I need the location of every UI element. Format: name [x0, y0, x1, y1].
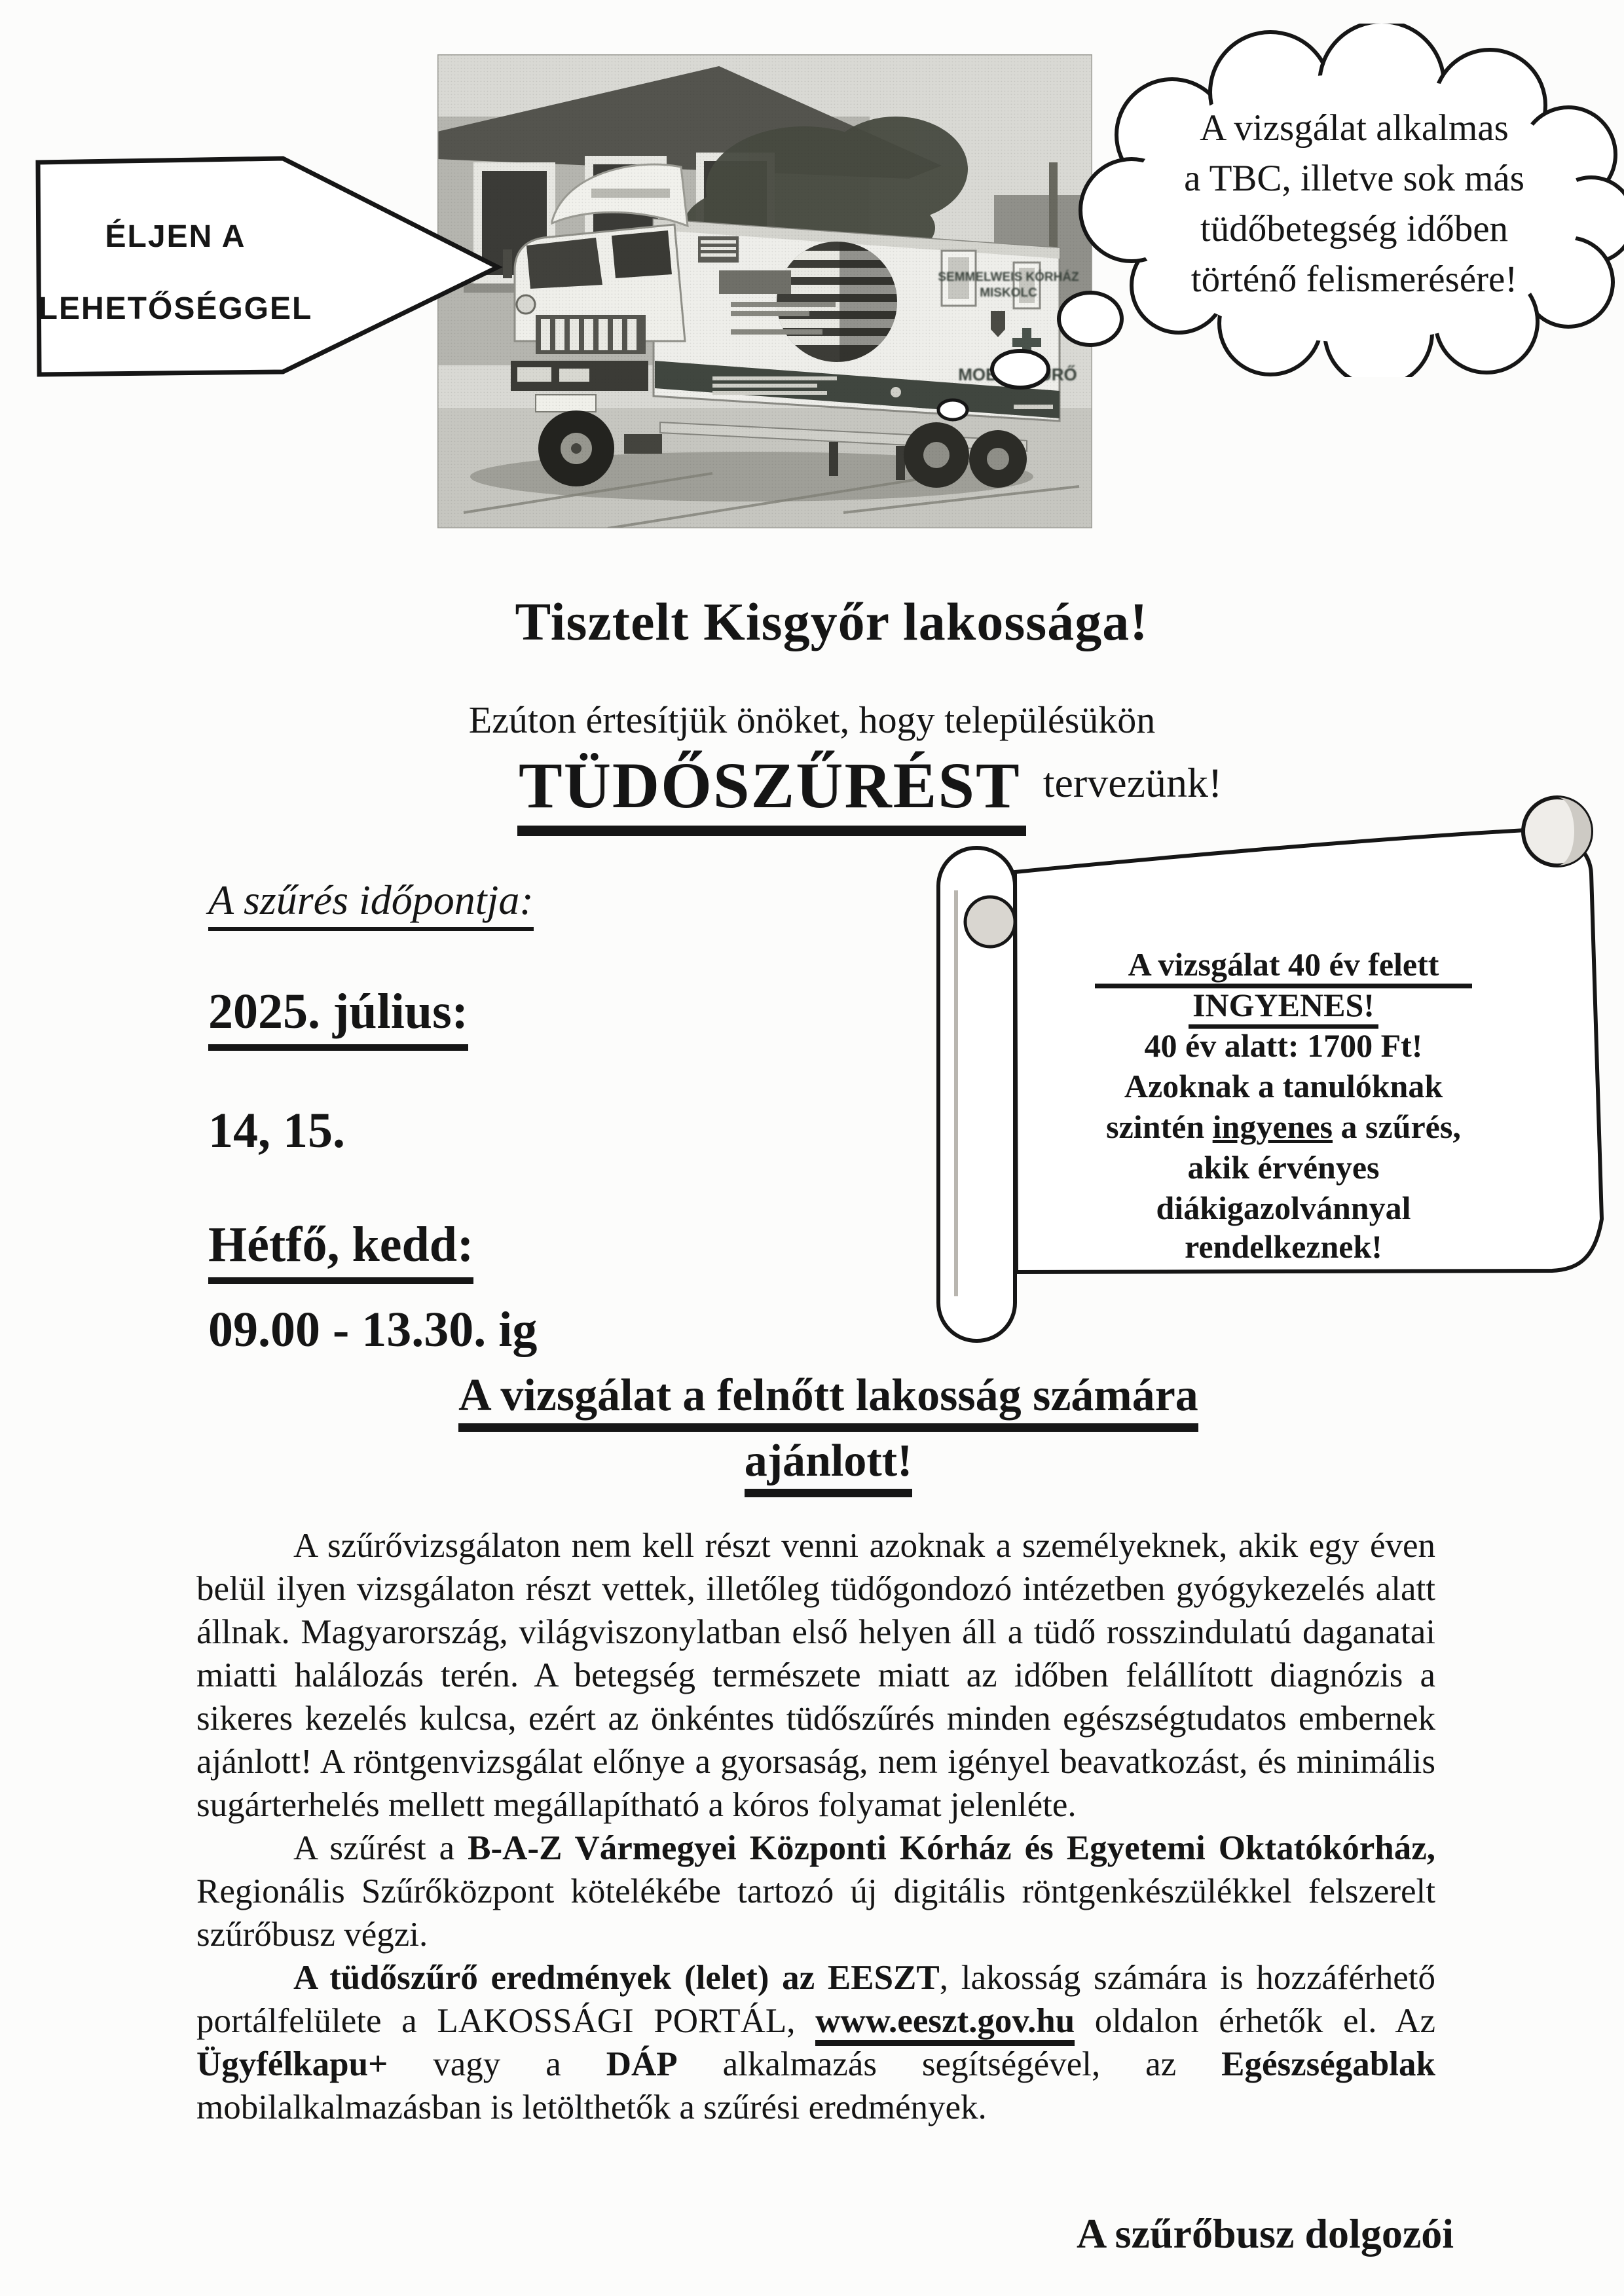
scroll-left-roll — [938, 848, 1015, 1341]
bubble-trail — [917, 282, 1139, 439]
schedule-label: A szűrés időpontja: — [208, 876, 534, 924]
arrow-callout-shape — [38, 158, 498, 374]
page-subtitle: Ezúton értesítjük önöket, hogy településükön — [468, 699, 1156, 741]
body-paragraph-3: A tüdőszűrő eredmények (lelet) az EESZT, lakosság számára is hozzáférhető portálfelülete a LAKOSSÁGI PORTÁL, www.eeszt.gov.hu oldalon érhetők el. Az Ügyfélkapu+ vagy a DÁP alkalmazás segítségével, az Egészségablak mobilalkalmazásban is letölthetők a szűrési eredmények. — [196, 1959, 1435, 2126]
bubble-small — [938, 400, 967, 420]
scroll-line-2: INGYENES! — [1192, 987, 1375, 1023]
recommendation-line2: ajánlott! — [745, 1436, 913, 1497]
schedule-days: 14, 15. — [208, 1103, 345, 1158]
schedule-month: 2025. július: — [208, 983, 468, 1040]
signature: A szűrőbusz dolgozói — [1076, 2210, 1454, 2257]
recommendation-line1: A vizsgálat a felnőtt lakosság számára — [458, 1370, 1198, 1432]
cloud-line-1: A vizsgálat alkalmas — [1200, 107, 1509, 149]
cloud-line-2: a TBC, illetve sok más — [1184, 158, 1524, 199]
arrow-callout-line2: LEHETŐSÉGGEL — [38, 291, 313, 326]
scroll-line-5: szintén ingyenes a szűrés, — [1106, 1108, 1461, 1145]
body-text — [196, 1524, 1435, 2129]
schedule-hours: 09.00 - 13.30. ig — [208, 1302, 538, 1357]
body-paragraph-2: A szűrést a B-A-Z Vármegyei Központi Kórház és Egyetemi Oktatókórház, Regionális Szűrőközpont kötelékébe tartozó új digitális röntgenkészülékkel felszerelt szűrőbusz végzi. — [196, 1829, 1435, 1954]
recommendation-heading — [295, 1363, 1362, 1494]
page-title: Tisztelt Kisgyőr lakossága! — [515, 592, 1149, 651]
highlight-suffix: tervezünk! — [1043, 759, 1223, 806]
scroll-line-3: 40 év alatt: 1700 Ft! — [1144, 1027, 1423, 1064]
cloud-line-4: történő felismerésére! — [1190, 259, 1518, 300]
thought-bubble — [1074, 24, 1624, 377]
bubble-large — [1059, 293, 1122, 345]
scroll-line-7: diákigazolvánnyal — [1156, 1190, 1411, 1226]
scroll-line-6: akik érvényes — [1187, 1149, 1380, 1186]
bubble-medium — [992, 351, 1048, 388]
highlight-word: TÜDŐSZŰRÉST — [517, 748, 1026, 836]
body-paragraph-1: A szűrővizsgálaton nem kell részt venni azoknak a személyeknek, akik egy éven belül ilyen vizsgálaton részt vettek, illetőleg tüdőgondozó intézetben gyógykezelés alatt állnak. Magyarország, világviszonylatban első helyen áll a tüdő rosszindulatú daganatai miatti halálozás terén. A betegség természete miatt az időben felállított diagnózis a sikeres kezelés kulcsa, ezért az önkéntes tüdőszűrés minden egészségtudatos embernek ajánlott! A röntgenvizsgálat előnye a gyorsaság, nem igényel beavatkozást, és minimális sugárterhelés mellett megállapítható a kóros folyamat jelenléte. — [196, 1527, 1435, 1824]
schedule-weekdays: Hétfő, kedd: — [208, 1216, 473, 1273]
scroll-top-right-curl — [1523, 797, 1591, 866]
scroll-line-1: A vizsgálat 40 év felett — [1128, 946, 1439, 983]
scroll-line-4: Azoknak a tanulóknak — [1124, 1068, 1443, 1104]
scroll-line-8: rendelkeznek! — [1185, 1228, 1382, 1265]
arrow-callout — [26, 147, 511, 383]
cloud-line-3: tüdőbetegség időben — [1200, 208, 1509, 249]
arrow-callout-line1: ÉLJEN A — [105, 219, 246, 254]
